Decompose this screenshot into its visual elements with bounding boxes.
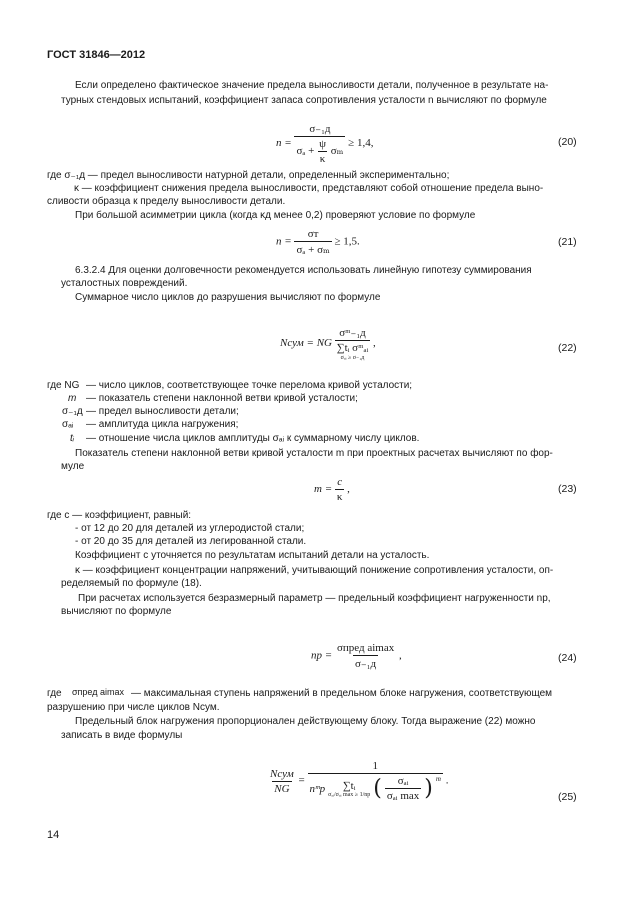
where-symbol: где NG (47, 380, 80, 391)
fraction (335, 476, 345, 503)
np-term: nᵐр (309, 782, 326, 795)
where-text: — амплитуда цикла нагружения; (86, 419, 239, 430)
sum-block (328, 780, 370, 798)
equation-number: (20) (558, 136, 577, 148)
psi-kappa-fraction (317, 138, 328, 165)
where-symbol: tᵢ (70, 433, 75, 444)
equation-number: (24) (558, 652, 577, 664)
fraction-denominator: σ₋₁д (353, 655, 378, 670)
paragraph-line: Коэффициент c уточняется по результатам испытаний детали на усталость. (75, 550, 430, 561)
fraction-denominator: κ (336, 491, 343, 503)
lhs-denominator: NG (274, 782, 290, 795)
where-text: — показатель степени наклонной ветви кривой усталости; (86, 393, 358, 404)
rhs-numerator: 1 (372, 760, 378, 772)
equation-number: (25) (558, 791, 577, 803)
inner-denominator: σₐᵢ max (386, 790, 420, 802)
sum-limit: σₐᵢ ≥ σ₋₁д (340, 355, 365, 361)
where-symbol: σпред aimax (72, 687, 125, 697)
where-word: где (47, 688, 62, 699)
list-item: - от 20 до 35 для деталей из легированной стали. (75, 536, 307, 547)
fraction (294, 228, 331, 256)
formula-lhs: n = (276, 235, 292, 248)
rhs-fraction (308, 760, 443, 802)
where-line: разрушению при числе циклов Nсум. (47, 702, 220, 713)
where-symbol: σ₋₁д (62, 406, 83, 417)
paragraph-line: Показатель степени наклонной ветви кривой усталости m при проектных расчетах вычисляют по фор- (75, 448, 553, 459)
equation-number: (23) (558, 483, 577, 495)
paragraph-line: При расчетах используется безразмерный параметр — предельный коэффициент нагруженности nр, (78, 593, 551, 604)
where-line: сливости образца к пределу выносливости детали. (47, 196, 286, 207)
rhs-denominator (308, 773, 443, 802)
kappa: κ (319, 153, 326, 165)
fraction-denominator (335, 340, 371, 361)
paragraph-line: усталостных повреждений. (61, 278, 188, 289)
where-line: где c — коэффициент, равный: (47, 510, 192, 521)
formula-lhs: Nсум = NG (280, 337, 332, 350)
inner-fraction (385, 775, 421, 802)
fraction-numerator: σ₋₁д (309, 123, 331, 135)
where-line: где σ₋₁д — предел выносливости натурной детали, определенный экспериментально; (47, 170, 450, 181)
formula-tail: , (347, 483, 350, 496)
paragraph-line: Суммарное число циклов до разрушения вычисляют по формуле (75, 292, 381, 303)
power: m (435, 775, 441, 783)
equation-number: (22) (558, 342, 577, 354)
equals: = (298, 774, 305, 787)
formula-20 (276, 122, 373, 165)
sum-limit: σₐᵢ/σₐᵢ max ≥ 1/nр (328, 791, 371, 798)
page-number: 14 (47, 829, 60, 841)
formula-tail: , (373, 337, 376, 350)
fraction-numerator: c (337, 476, 343, 488)
psi: ψ (319, 138, 326, 150)
paragraph-line: записать в виде формулы (61, 730, 183, 741)
paragraph-line: вычисляют по формуле (61, 606, 172, 617)
paragraph-line: 6.3.2.4 Для оценки долговечности рекомендуется использовать линейную гипотезу суммирования (75, 265, 532, 276)
list-item: - от 12 до 20 для деталей из углеродистой стали; (75, 523, 305, 534)
where-symbol: m (68, 393, 77, 404)
where-line: κ — коэффициент снижения предела выносливости, представляют собой отношение предела выно- (74, 183, 544, 194)
where-text: — предел выносливости детали; (86, 406, 239, 417)
formula-tail: . (445, 774, 449, 787)
paragraph-line: Если определено фактическое значение предела выносливости детали, полученное в результате на- (75, 80, 549, 91)
lhs-fraction (268, 768, 296, 795)
lhs-numerator: Nсум (270, 767, 294, 780)
paragraph-line: При большой асимметрии цикла (когда κд менее 0,2) проверяют условие по формуле (75, 210, 476, 221)
left-paren: ( (373, 775, 382, 801)
formula-21 (276, 228, 360, 256)
sigma-m: σₘ (330, 145, 344, 158)
formula-tail: ≥ 1,4, (348, 137, 374, 150)
right-paren: ) (424, 775, 433, 801)
formula-24 (311, 642, 402, 670)
paragraph-line: ределяемый по формуле (18). (61, 578, 202, 589)
paragraph-line: Предельный блок нагружения пропорционален действующему блоку. Тогда выражение (22) можно (75, 716, 536, 727)
formula-23 (314, 476, 350, 503)
where-text: — отношение числа циклов амплитуды σₐᵢ к суммарному числу циклов. (86, 433, 420, 444)
where-symbol: σₐᵢ (62, 419, 74, 430)
paragraph-line: муле (61, 461, 85, 472)
where-text: — максимальная ступень напряжений в предельном блоке нагружения, соответствующем (131, 688, 553, 699)
formula-tail: , (398, 649, 402, 662)
fraction-denominator: σₐ + σₘ (294, 241, 331, 256)
formula-lhs: m = (314, 483, 333, 496)
den-term: σₐ + (296, 145, 315, 158)
fraction (335, 642, 396, 670)
inner-numerator: σₐᵢ (397, 775, 409, 787)
formula-25 (268, 760, 448, 802)
paragraph-line: турных стендовых испытаний, коэффициент запаса сопротивления усталости n вычисляют по формуле (61, 95, 547, 106)
formula-22 (280, 326, 376, 361)
formula-tail: ≥ 1,5. (334, 235, 360, 248)
fraction-numerator: σпред aimax (336, 642, 395, 654)
formula-lhs: nр = (311, 649, 333, 662)
fraction-numerator: σᵐ₋₁д (339, 327, 366, 339)
fraction (294, 122, 345, 165)
sum-term: ∑tᵢ (342, 779, 356, 792)
paragraph-line: κ — коэффициент концентрации напряжений, учитывающий понижение сопротивления усталости, оп- (75, 565, 554, 576)
fraction (335, 326, 371, 361)
fraction-denominator (294, 136, 345, 165)
equation-number: (21) (558, 236, 577, 248)
fraction-numerator: σт (307, 228, 319, 240)
sum-term: ∑tᵢ σᵐₐᵢ (336, 342, 369, 354)
where-text: — число циклов, соответствующее точке перелома кривой усталости; (86, 380, 413, 391)
formula-lhs: n = (276, 137, 292, 150)
document-header: ГОСТ 31846—2012 (47, 49, 146, 61)
